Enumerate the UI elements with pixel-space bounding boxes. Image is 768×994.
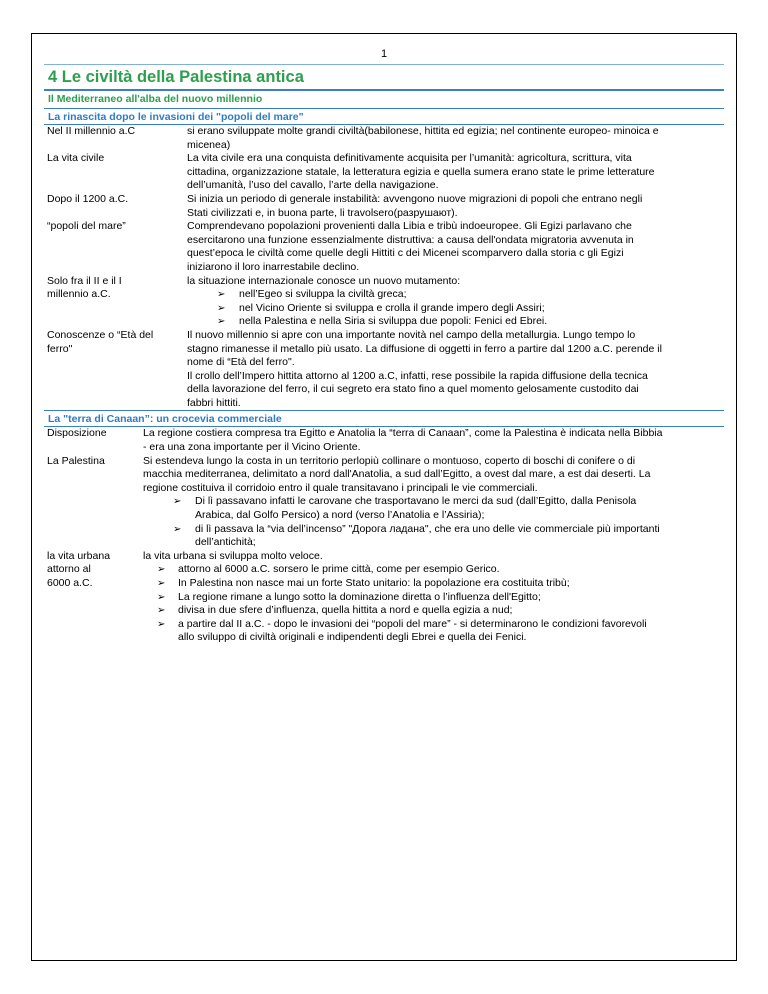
row-disposizione — [44, 427, 724, 454]
arrowhead-bullet-icon: ➢ — [157, 564, 166, 576]
document-body — [44, 64, 724, 645]
row-eta-del-ferro — [44, 329, 724, 412]
row-label: ferro" — [47, 342, 73, 355]
row-la-palestina — [44, 455, 724, 550]
row-text-line: si erano sviluppate molte grandi civiltà(babilonese, hittita ed egizia; nel continente europeo- minoica e — [187, 125, 659, 137]
row-label: Conoscenze o “Età del — [47, 328, 154, 341]
bullet-item: ➢ nella Palestina e nella Siria si sviluppa due popoli: Fenici ed Ebrei. — [217, 315, 548, 328]
arrowhead-bullet-icon: ➢ — [217, 302, 226, 314]
row-label: 6000 a.C. — [47, 577, 93, 589]
bullet-item-continuation: dell’antichità; — [195, 536, 256, 549]
row-text-line: dell’umanità, l’uso del cavallo, l’arte della navigazione. — [187, 179, 439, 192]
row-text-line: macchia mediterranea, delimitato a nord dall'Anatolia, a sud dall’Egitto, a ovest dal mare, a est dai deserti. La — [143, 468, 651, 481]
row-text-line: la situazione internazionale conosce un nuovo mutamento: — [187, 274, 461, 287]
bullet-item: ➢ divisa in due sfere d’influenza, quella hittita a nord e quella egizia a nud; — [157, 604, 513, 617]
row-label: Solo fra il II e il I — [47, 274, 122, 287]
row-text-line: regione costituiva il corridoio entro il quale transitavano i principali le vie commerciali. — [143, 481, 538, 494]
row-vita-urbana — [44, 550, 724, 645]
row-II-millennio — [44, 125, 724, 152]
row-text-line: iniziarono il loro inarrestabile declino. — [187, 260, 360, 273]
row-text-line: fabbri hittiti. — [187, 396, 241, 409]
row-label: attorno al — [47, 563, 91, 576]
arrowhead-bullet-icon: ➢ — [157, 605, 166, 617]
bullet-item: ➢ nel Vicino Oriente si sviluppa e crolla il grande impero degli Assiri; — [217, 301, 545, 314]
row-text-line: Il nuovo millennio si apre con una importante novità nel campo della metallurgia. Lungo tempo lo — [187, 328, 636, 341]
row-text-line: La vita civile era una conquista definitivamente acquisita per l’umanità: agricoltura, scrittura, vita — [187, 152, 632, 165]
arrowhead-bullet-icon: ➢ — [157, 618, 166, 630]
bullet-item-continuation: allo sviluppo di civiltà originali e indipendenti degli Ebrei e quella dei Fenici. — [178, 631, 527, 644]
row-label: La Palestina — [47, 454, 105, 467]
row-label: millennio a.C. — [47, 288, 111, 301]
section-1-heading: La rinascita dopo le invasioni dei "popoli del mare" — [44, 109, 724, 125]
bullet-item: ➢ In Palestina non nasce mai un forte Stato unitario: la popolazione era costituita tribù; — [157, 577, 570, 589]
row-text-line: stagno rimanesse il metallo più usato. La diffusione di oggetti in ferro a partire dal 1200 a.C. perende il — [187, 342, 662, 355]
row-text-line: nome di “Età del ferro". — [187, 356, 295, 369]
document-page — [31, 33, 737, 961]
row-text-line: Comprendevano popolazioni provenienti dalla Libia e tribù indoeuropee. Gli Egizi parlavano che — [187, 220, 632, 233]
row-text-line: micenea) — [187, 138, 231, 151]
bullet-item-continuation: Arabica, dal Golfo Persico) a nord (verso l’Anatolia e l’Assiria); — [195, 509, 485, 522]
section-2-heading: La "terra di Canaan”: un crocevia commerciale — [44, 411, 724, 427]
row-solo-fra-II-e-I — [44, 275, 724, 329]
arrowhead-bullet-icon: ➢ — [157, 591, 166, 603]
row-text-line: - era una zona importante per il Vicino Oriente. — [143, 441, 361, 454]
document-title: 4 Le civiltà della Palestina antica — [44, 64, 724, 91]
row-vita-civile — [44, 152, 724, 193]
row-text-line: la vita urbana si sviluppa molto veloce. — [143, 549, 323, 562]
arrowhead-bullet-icon: ➢ — [173, 523, 182, 535]
row-text-line: della lavorazione del ferro, il cui segreto era stato fino a quel momento gelosamente custodito dai — [187, 383, 639, 396]
row-text-line: Stati civilizzati e, in buona parte, li travolsero(разрушают). — [187, 206, 458, 219]
row-popoli-del-mare — [44, 220, 724, 274]
subtitle: Il Mediterraneo all'alba del nuovo millennio — [44, 91, 724, 109]
arrowhead-bullet-icon: ➢ — [217, 289, 226, 301]
bullet-item: ➢ attorno al 6000 a.C. sorsero le prime città, come per esempio Gerico. — [157, 563, 500, 576]
row-text-line: esercitarono una funzione essenzialmente distruttiva: a causa dell'ondata migratoria avvenuta in — [187, 233, 634, 246]
row-label: La vita civile — [47, 152, 105, 165]
row-text-line: quest’epoca le civiltà come quelle degli Hittiti c dei Micenei scomparvero dalla storia c gli Egizi — [187, 247, 624, 260]
row-dopo-1200 — [44, 193, 724, 220]
bullet-item: ➢ di lì passava la “via dell’incenso” "Дорога ладана", che era uno delle vie commerciale più importanti — [173, 522, 660, 535]
arrowhead-bullet-icon: ➢ — [217, 316, 226, 328]
row-text-line: Il crollo dell’Impero hittita attorno al 1200 a.C, infatti, rese possibile la rapida diffusione della tecnica — [187, 369, 648, 382]
row-label: Dopo il 1200 a.C. — [47, 192, 129, 205]
arrowhead-bullet-icon: ➢ — [173, 496, 182, 508]
bullet-item: ➢ La regione rimane a lungo sotto la dominazione diretta o l’influenza dell'Egitto; — [157, 590, 541, 603]
row-label: Nel II millennio a.C — [47, 125, 136, 137]
bullet-item: ➢ nell’Egeo si sviluppa la civiltà greca; — [217, 288, 407, 301]
row-text-line: Si estendeva lungo la costa in un territorio perlopiù collinare o montuoso, coperto di boschi di conifere o di — [143, 454, 636, 467]
row-label: la vita urbana — [47, 549, 111, 562]
page-number: 1 — [380, 48, 388, 60]
arrowhead-bullet-icon: ➢ — [157, 578, 166, 589]
bullet-item: ➢ a partire dal II a.C. - dopo le invasioni dei “popoli del mare” - si determinarono le condizioni favorevoli — [157, 617, 647, 630]
row-text-line: Si inizia un periodo di generale instabilità: avvengono nuove migrazioni di popoli che entrano negli — [187, 192, 643, 205]
row-label: “popoli del mare” — [47, 220, 126, 233]
row-label: Disposizione — [47, 427, 107, 440]
row-text-line: cittadina, organizzazione statale, la letteratura egizia e quella sumera erano state le prime letterature — [187, 165, 655, 178]
row-text-line: La regione costiera compresa tra Egitto e Anatolia la “terra di Canaan”, come la Palestina è indicata nella Bibbia — [143, 427, 663, 440]
bullet-item: ➢ Di lì passavano infatti le carovane che trasportavano le merci da sud (dall’Egitto, dalla Penisola — [173, 495, 637, 508]
